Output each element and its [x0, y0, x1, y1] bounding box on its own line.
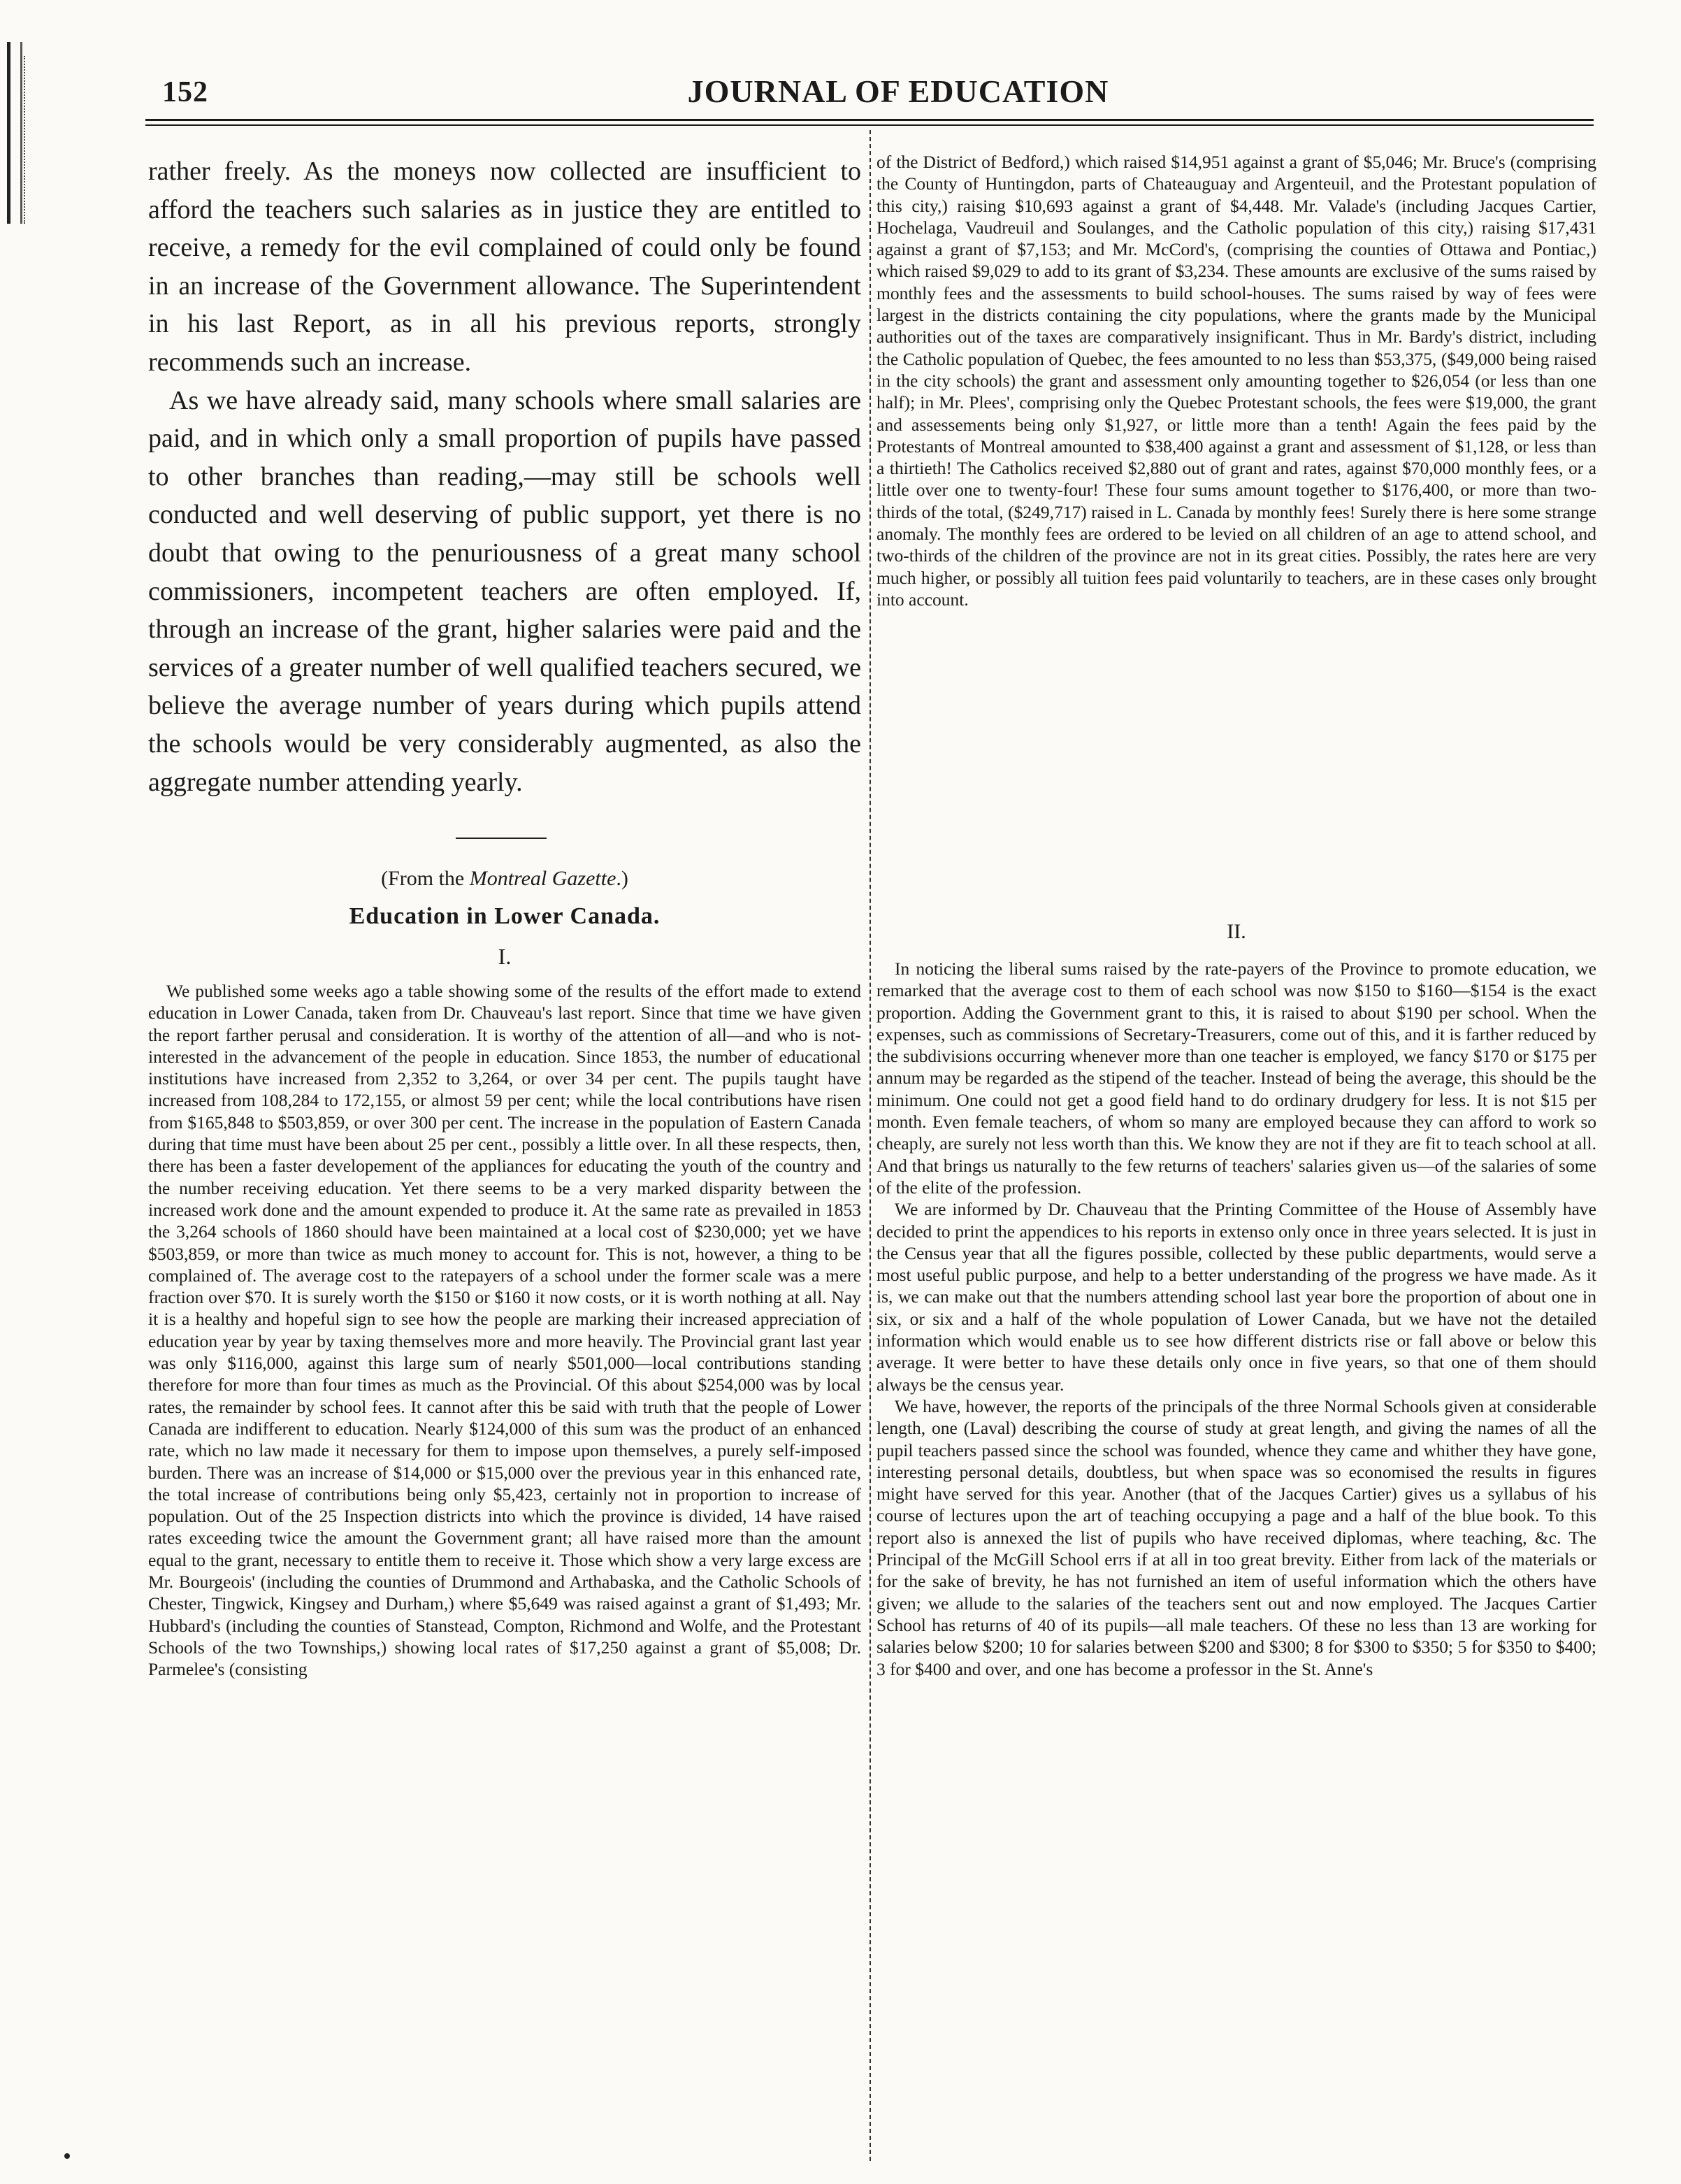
paragraph: In noticing the liberal sums raised by the rate-payers of the Province to promote education, we remarked that the average cost to them of each school was now $150 to $160—$154 is the exact proportion. Adding the Government grant to this, it is raised to about $190 per school. When the expenses, such as commissions of Secretary-Treasurers, come out of this, and it is farther reduced by the subdivisions occurring whenever more than one teacher is employed, we fancy $170 or $175 per annum may be regarded as the stipend of the teacher. Instead of being the average, this should be the minimum. One could not get a good field hand to do ordinary drudgery for less. It is not $15 per month. Even female teachers, of whom so many are employed because they can afford to work so cheaply, are surely not less worth than this. We know they are not if they are fit to teach school at all. And that brings us naturally to the few returns of teachers' salaries given us—of the salaries of some of the elite of the profession. [876, 958, 1596, 1198]
ink-speck [64, 2153, 70, 2159]
paragraph: We have, however, the reports of the principals of the three Normal Schools given at considerable length, one (Laval) describing the course of study at great length, and giving the names of all the pupil teachers passed since the school was founded, whence they came and whither they have gone, interesting personal details, doubtless, but when space was so economised the results in figures might have served for this year. Another (that of the Jacques Cartier) gives us a syllabus of his course of lectures upon the art of teaching occupying a page and a half of the blue book. To this report also is annexed the list of pupils who have received diplomas, where teaching, &c. The Principal of the McGill School errs if at all in too great brevity. Either from lack of the materials or for the sake of brevity, he has not furnished an item of useful information which the others have given; we allude to the salaries of the teachers sent out and now employed. The Jacques Cartier School has returns of 40 of its pupils—all male teachers. Of these no less than 13 are working for salaries below $200; 10 for salaries between $200 and $300; 8 for $300 to $350; 5 for $350 to $400; 3 for $400 and over, and one has become a professor in the St. Anne's [876, 1395, 1596, 1679]
right-column-article [876, 958, 1596, 1680]
paragraph: We published some weeks ago a table showing some of the results of the effort made to extend education in Lower Canada, taken from Dr. Chauveau's last report. Since that time we have given the report farther perusal and consideration. It is worthy of the attention of all—and who is not- interested in the advancement of the people in education. Since 1853, the number of educational institutions have increased from 2,352 to 3,264, or over 34 per cent. The pupils taught have increased from 108,284 to 172,155, or almost 59 per cent; while the local contributions have risen from $165,848 to $503,859, or over 300 per cent. The increase in the population of Eastern Canada during that time must have been about 25 per cent., possibly a little over. In all these respects, then, there has been a faster developement of the appliances for educating the youth of the country and the number receiving education. Yet there seems to be a very marked disparity between the increased work done and the amount expended to produce it. At the same rate as prevailed in 1853 the 3,264 schools of 1860 should have been maintained at a local cost of $230,000; yet we have $503,859, or more than twice as much money to account for. This is not, however, a thing to be complained of. The average cost to the ratepayers of a school under the former scale was a mere fraction over $70. It is surely worth the $150 or $160 it now costs, or it is worth nothing at all. Nay it is a healthy and hopeful sign to see how the people are marking their increased appreciation of education year by year by taxing themselves more and more heavily. The Provincial grant last year was only $116,000, against this large sum of nearly $501,000—local contributions standing therefore for more than four times as much as the Provincial. Of this about $254,000 was by local rates, the remainder by school fees. It cannot after this be said with truth that the people of Lower Canada are indifferent to education. Nearly $124,000 of this sum was the product of an enhanced rate, which no law made it necessary for them to impose upon themselves, a purely self-imposed burden. There was an increase of $14,000 or $15,000 over the previous year in this enhanced rate, the total increase of contributions being only $5,423, certainly not in proportion to increase of population. Out of the 25 Inspection districts into which the province is divided, 14 have raised rates exceeding twice the amount the Government grant; all have raised more than the amount equal to the grant, necessary to entitle them to receive it. Those which show a very large excess are Mr. Bourgeois' (including the counties of Drummond and Arthabaska, and the Catholic Schools of Chester, Tingwick, Kingsey and Durham,) where $5,649 was raised against a grant of $1,493; Mr. Hubbard's (including the counties of Stanstead, Compton, Richmond and Wolfe, and the Protestant Schools of the two Townships,) showing local rates of $17,250 against a grant of $5,008; Dr. Parmelee's (consisting [148, 981, 861, 1680]
header-rule [145, 119, 1594, 121]
paragraph: As we have already said, many schools where small salaries are paid, and in which only a small proportion of pupils have passed to other branches than reading,—may still be schools well conducted and well deserving of public support, yet there is no doubt that owing to the penuriousness of a great many school commissioners, incompetent teachers are often employed. If, through an increase of the grant, higher salaries were paid and the services of a greater number of well qualified teachers secured, we believe the average number of years during which pupils attend the schools would be very considerably augmented, as also the aggregate number attending yearly. [148, 385, 861, 797]
source-prefix: (From the [381, 867, 470, 890]
section-heading-one: I. [498, 944, 512, 969]
article-source [148, 867, 861, 891]
binding-edge [7, 42, 22, 224]
source-suffix: .) [616, 867, 628, 890]
paragraph: rather freely. As the moneys now collected are insufficient to afford the teachers such salaries as in justice they are entitled to receive, a remedy for the evil complained of could only be found in an increase of the Government allowance. The Superintendent in his last Report, as in all his previous reports, strongly recommends such an increase. [148, 157, 861, 377]
section-separator-rule [456, 838, 547, 839]
right-column-continuation [876, 151, 1596, 610]
article-title: Education in Lower Canada. [349, 903, 661, 929]
left-column-continuation [148, 152, 861, 801]
left-column-article [148, 980, 861, 1681]
paragraph: We are informed by Dr. Chauveau that the Printing Committee of the House of Assembly have decided to print the appendices to his reports in extenso only once in three years selected. It is just in the Census year that all the figures possible, collected by these public departments, would serve a most useful public purpose, and help to a better understanding of the progress we have made. As it is, we can make out that the numbers attending school last year bore the proportion of about one in six, or six and a half of the whole population of Lower Canada, but we have not the detailed information which would enable us to see how different districts rise or fall above or below this average. It were better to have these details only once in five years, so that one of them should always be the census year. [876, 1199, 1596, 1395]
binding-stitching [24, 56, 27, 224]
page-number: 152 [162, 76, 208, 108]
source-name: Montreal Gazette [469, 867, 616, 890]
header-rule-thin [145, 124, 1594, 126]
column-divider [870, 130, 871, 2161]
running-title: JOURNAL OF EDUCATION [687, 73, 1109, 109]
section-heading-two: II. [1227, 920, 1246, 943]
paragraph: of the District of Bedford,) which raised $14,951 against a grant of $5,046; Mr. Bruce's (comprising the County of Huntingdon, parts of Chateauguay and Argenteuil, and the Protestant population of this city,) raising $10,693 against a grant of $4,448. Mr. Valade's (including Jacques Cartier, Hochelaga, Vaudreuil and Soulanges, and the Catholic population of this city,) raising $17,431 against a grant of $7,153; and Mr. McCord's, (comprising the counties of Ottawa and Pontiac,) which raised $9,029 to add to its grant of $3,234. These amounts are exclusive of the sums raised by monthly fees and the assessments to build school-houses. The sums raised by way of fees were largest in the districts containing the city populations, where the grants made by the Municipal authorities out of the taxes are comparatively insignificant. Thus in Mr. Bardy's district, including the Catholic population of Quebec, the fees amounted to no less than $53,375, ($49,000 being raised in the city schools) the grant and assessment only amounting together to $26,054 (or less than one half); in Mr. Plees', comprising only the Quebec Protestant schools, the fees were $19,000, the grant and assessements being only $1,927, or little more than a tenth! Again the fees paid by the Protestants of Montreal amounted to $38,400 against a grant and assessment of $1,128, or less than a thirtieth! The Catholics received $2,880 out of grant and rates, against $70,000 monthly fees, or a little over one to twenty-four! These four sums amount together to $176,400, or more than two-thirds of the total, ($249,717) raised in L. Canada by monthly fees! Surely there is here some strange anomaly. The monthly fees are ordered to be levied on all children of an age to attend school, and two-thirds of the children of the province are not in its great cities. Possibly, the rates here are very much higher, or possibly all tuition fees paid voluntarily to teachers, are in these cases only brought into account. [876, 152, 1596, 610]
